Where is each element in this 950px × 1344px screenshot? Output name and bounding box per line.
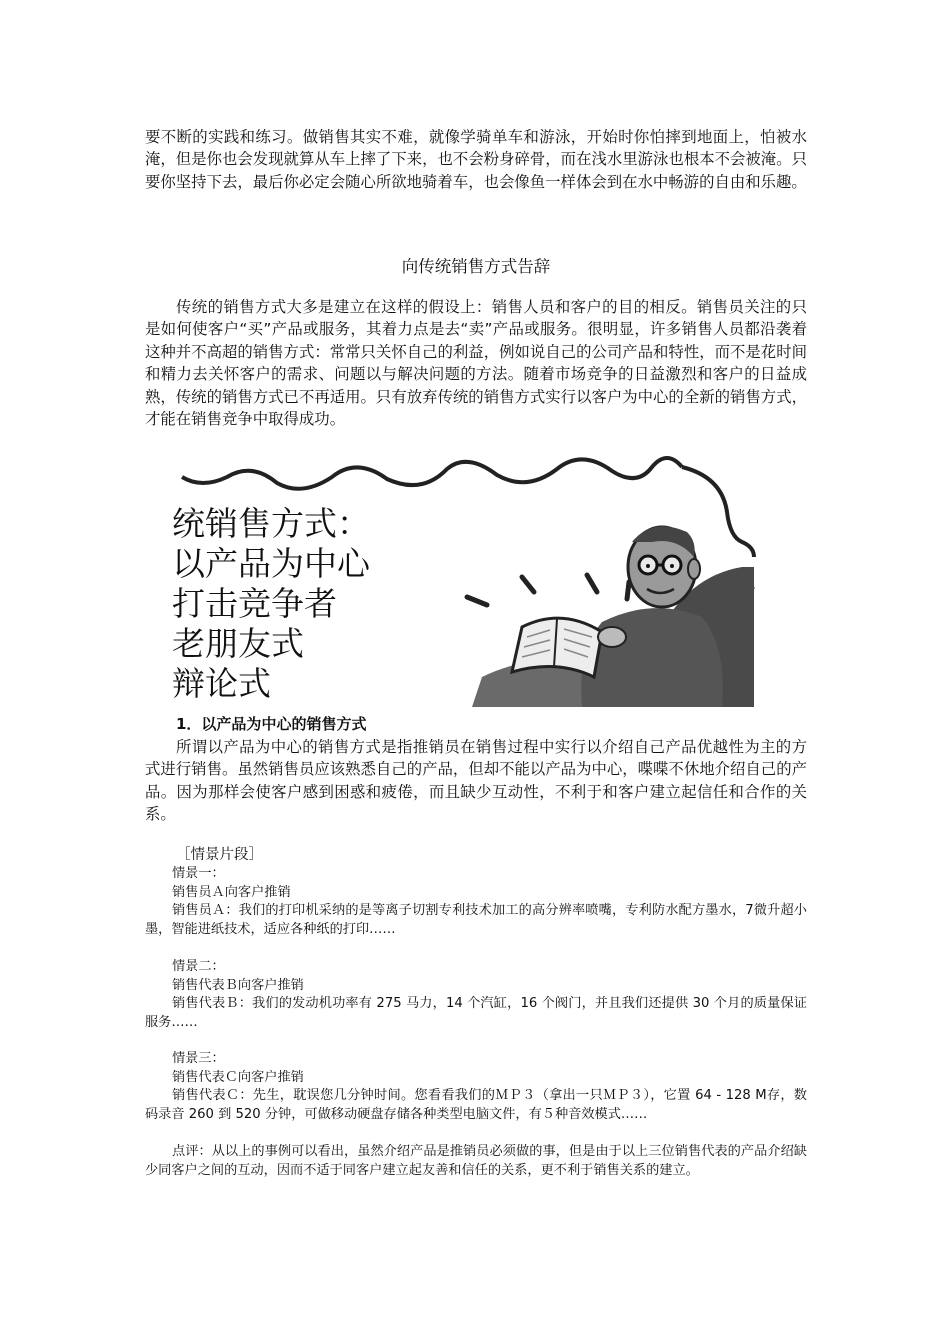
scenario-who: 销售员Ａ向客户推销 — [172, 884, 291, 900]
section-title: 向传统销售方式告辞 — [401, 257, 551, 276]
scenario-speech: 销售代表Ｃ：先生，耽误您几分钟时间。您看看我们的ＭＰ３（拿出一只ＭＰ３），它置 64 - 128 M存，数码录音 260 到 520 分钟，可做移动硬盘存储各种类型电脑文件，有５种音效模式…… — [145, 1088, 807, 1122]
illustration-line-4: 老朋友式 — [172, 624, 304, 663]
scenario-speech: 销售员Ａ：我们的打印机采纳的是等离子切割专利技术加工的高分辨率喷嘴，专利防水配方墨水，7微升超小墨，智能进纸技术，适应各种纸的打印…… — [145, 903, 807, 937]
section-paragraph: 传统的销售方式大多是建立在这样的假设上：销售人员和客户的目的相反。销售员关注的只是如何使客户“买”产品或服务，其着力点是去“卖”产品或服务。很明显，许多销售人员都沿袭着这种并不高超的销售方式：常常只关怀自己的利益，例如说自己的公司产品和特性，而不是花时间和精力去关怀客户的需求、问题以与解决问题的方法。随着市场竞争的日益激烈和客户的日益成熟，传统的销售方式已不再适用。只有放弃传统的销售方式实行以客户为中心的全新的销售方式，才能在销售竞争中取得成功。 — [145, 298, 807, 429]
comment-text: 点评：从以上的事例可以看出，虽然介绍产品是推销员必须做的事，但是由于以上三位销售代表的产品介绍缺少同客户之间的互动，因而不适于同客户建立起友善和信任的关系，更不利于销售关系的建立。 — [145, 1144, 807, 1178]
scenario-heading: 情景二： — [172, 959, 225, 974]
illustration-line-2: 以产品为中心 — [172, 544, 370, 583]
scenario-1 — [145, 865, 807, 939]
scenarios-label: ［情景片段］ — [176, 847, 263, 863]
subheading: 1．以产品为中心的销售方式 — [176, 715, 367, 733]
illustration-line-3: 打击竞争者 — [172, 584, 337, 623]
intro-paragraph: 要不断的实践和练习。做销售其实不难，就像学骑单车和游泳，开始时你怕摔到地面上，怕被水淹，但是你也会发现就算从车上摔了下来，也不会粉身碎骨，而在浅水里游泳也根本不会被淹。只要你坚持下去，最后你必定会随心所欲地骑着车，也会像鱼一样体会到在水中畅游的自由和乐趣。 — [145, 128, 807, 191]
illustration-line-1: 统销售方式： — [172, 504, 370, 543]
scenario-speech: 销售代表Ｂ：我们的发动机功率有 275 马力，14 个汽缸，16 个阀门，并且我们还提供 30 个月的质量保证服务…… — [145, 996, 807, 1030]
scenario-2 — [145, 958, 807, 1032]
illustration-line-5: 辩论式 — [172, 664, 271, 703]
comment-paragraph — [145, 1143, 807, 1180]
scenario-heading: 情景一： — [172, 866, 225, 881]
scenario-who: 销售代表Ｂ向客户推销 — [172, 977, 304, 993]
cartoon-image — [172, 447, 754, 707]
scenario-heading: 情景三： — [172, 1051, 225, 1066]
sub-paragraph: 所谓以产品为中心的销售方式是指推销员在销售过程中实行以介绍自己产品优越性为主的方式进行销售。虽然销售员应该熟悉自己的产品，但却不能以产品为中心，喋喋不休地介绍自己的产品。因为那样会使客户感到困惑和疲倦，而且缺少互动性，不利于和客户建立起信任和合作的关系。 — [145, 738, 807, 824]
scenario-who: 销售代表Ｃ向客户推销 — [172, 1069, 304, 1085]
cartoon-illustration — [172, 447, 754, 707]
scenario-3 — [145, 1050, 807, 1124]
